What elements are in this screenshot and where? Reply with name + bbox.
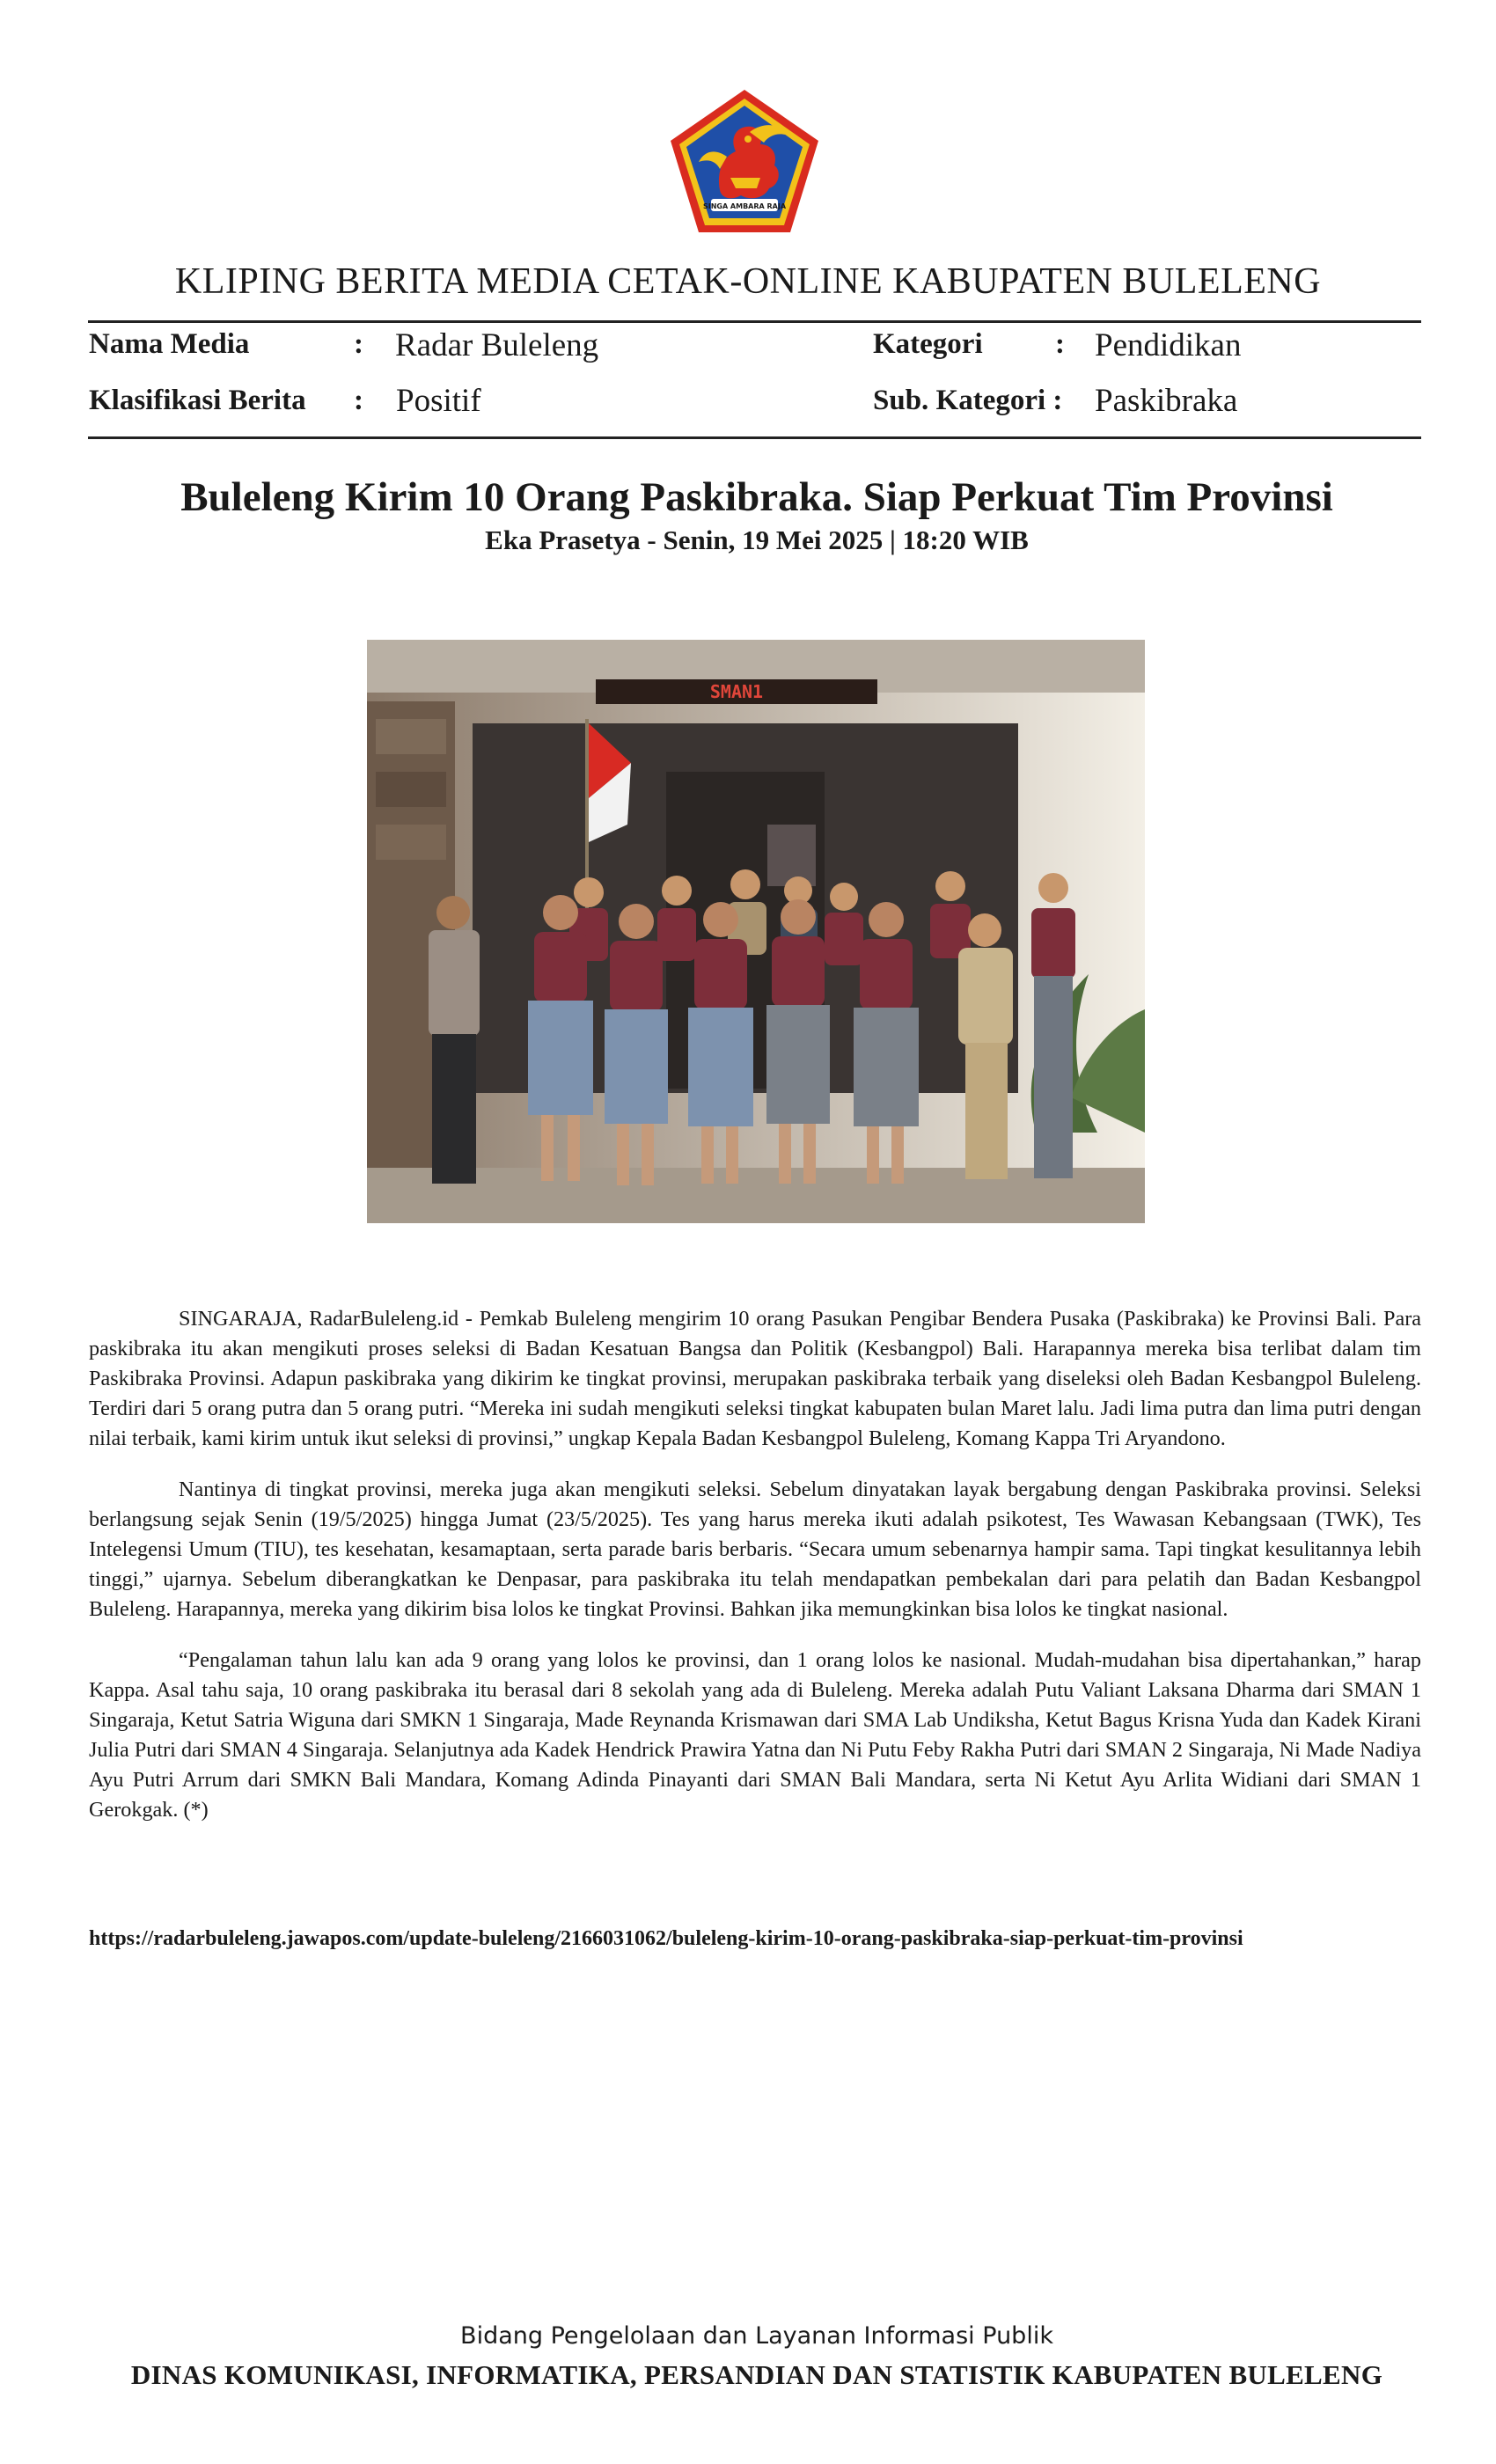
kategori-colon: : [1055, 328, 1065, 360]
article-body [89, 1304, 1421, 1846]
article-byline: Eka Prasetya - Senin, 19 Mei 2025 | 18:20 WIB [485, 524, 1029, 555]
nama-media-label: Nama Media [89, 328, 250, 360]
article-paragraph: Nantinya di tingkat provinsi, mereka juga akan mengikuti seleksi. Sebelum dinyatakan layak bergabung dengan Paskibraka provinsi. Seleksi berlangsung sejak Senin (19/5/2025) hingga Jumat (23/5/2025). Tes yang harus mereka ikuti adalah psikotest, Tes Wawasan Kebangsaan (TWK), Tes Intelegensi Umum (TIU), tes kesehatan, kesamaptaan, serta parade baris berbaris. “Secara umum sebenarnya hampir sama. Tapi tingkat kesulitannya lebih tinggi,” ujarnya. Sebelum diberangkatkan ke Denpasar, para paskibraka itu telah mendapatkan pembekalan dari para pelatih dan Badan Kesbangpol Buleleng. Harapannya, mereka yang dikirim bisa lolos ke tingkat Provinsi. Bahkan jika memungkinkan bisa lolos ke tingkat nasional. [89, 1478, 1421, 1621]
nama-media-colon: : [354, 328, 363, 360]
klasifikasi-berita-colon: : [354, 385, 363, 416]
footer-department: Bidang Pengelolaan dan Layanan Informasi Publik [460, 2322, 1053, 2350]
header-divider-bottom [88, 436, 1421, 439]
sub-kategori-label: Sub. Kategori : [873, 385, 1063, 416]
document-header-title: KLIPING BERITA MEDIA CETAK-ONLINE KABUPATEN BULELENG [174, 261, 1322, 302]
logo-motto: SINGA AMBARA RAJA [702, 202, 787, 210]
article-paragraph: “Pengalaman tahun lalu kan ada 9 orang yang lolos ke provinsi, dan 1 orang lolos ke nasional. Mudah-mudahan bisa dipertahankan,” harap Kappa. Asal tahu saja, 10 orang paskibraka itu berasal dari 8 sekolah yang ada di Buleleng. Mereka adalah Putu Valiant Laksana Dharma dari SMAN 1 Singaraja, Ketut Satria Wiguna dari SMKN 1 Singaraja, Made Reynanda Krismawan dari SMA Lab Undiksha, Ketut Bagus Krisna Yuda dan Kadek Kirani Julia Putri dari SMAN 4 Singaraja. Selanjutnya ada Kadek Hendrick Prawira Yatna dan Ni Putu Feby Rakha Putri dari SMAN 2 Singaraja, Ni Made Nadiya Ayu Putri Arrum dari SMKN Bali Mandara, Komang Adinda Pinayanti dari SMAN Bali Mandara, serta Ni Ketut Ayu Arlita Widiani dari SMAN 1 Gerokgak. (*) [89, 1648, 1421, 1822]
photo-school-sign: SMAN1 [709, 681, 764, 702]
sub-kategori-value: Paskibraka [1095, 383, 1238, 419]
article-title: Buleleng Kirim 10 Orang Paskibraka. Siap Perkuat Tim Provinsi [180, 474, 1333, 520]
footer-agency: DINAS KOMUNIKASI, INFORMATIKA, PERSANDIAN DAN STATISTIK KABUPATEN BULELENG [130, 2359, 1383, 2390]
source-link[interactable]: https://radarbuleleng.jawapos.com/update-buleleng/2166031062/buleleng-kirim-10-orang-paskibraka-siap-perkuat-tim-provinsi [89, 1927, 1243, 1950]
nama-media-value: Radar Buleleng [395, 327, 599, 363]
header-divider-top [88, 320, 1421, 323]
klasifikasi-berita-label: Klasifikasi Berita [89, 385, 306, 416]
kategori-value: Pendidikan [1095, 327, 1242, 363]
kategori-label: Kategori [873, 328, 983, 360]
article-photo [367, 640, 1145, 1223]
kabupaten-buleleng-logo [665, 86, 824, 236]
klasifikasi-berita-value: Positif [396, 383, 481, 419]
article-paragraph: SINGARAJA, RadarBuleleng.id - Pemkab Buleleng mengirim 10 orang Pasukan Pengibar Bendera Pusaka (Paskibraka) ke Provinsi Bali. Para paskibraka itu akan mengikuti proses seleksi di Badan Kesatuan Bangsa dan Politik (Kesbangpol) Bali. Harapannya mereka bisa terlibat dalam tim Paskibraka Provinsi. Adapun paskibraka yang dikirim ke tingkat provinsi, merupakan paskibraka terbaik yang diseleksi oleh Badan Kesbangpol Buleleng. Terdiri dari 5 orang putra dan 5 orang putri. “Mereka ini sudah mengikuti seleksi tingkat kabupaten bulan Maret lalu. Jadi lima putra dan lima putri dengan nilai terbaik, kami kirim untuk ikut seleksi di provinsi,” ungkap Kepala Badan Kesbangpol Buleleng, Komang Kappa Tri Aryandono. [89, 1307, 1421, 1450]
